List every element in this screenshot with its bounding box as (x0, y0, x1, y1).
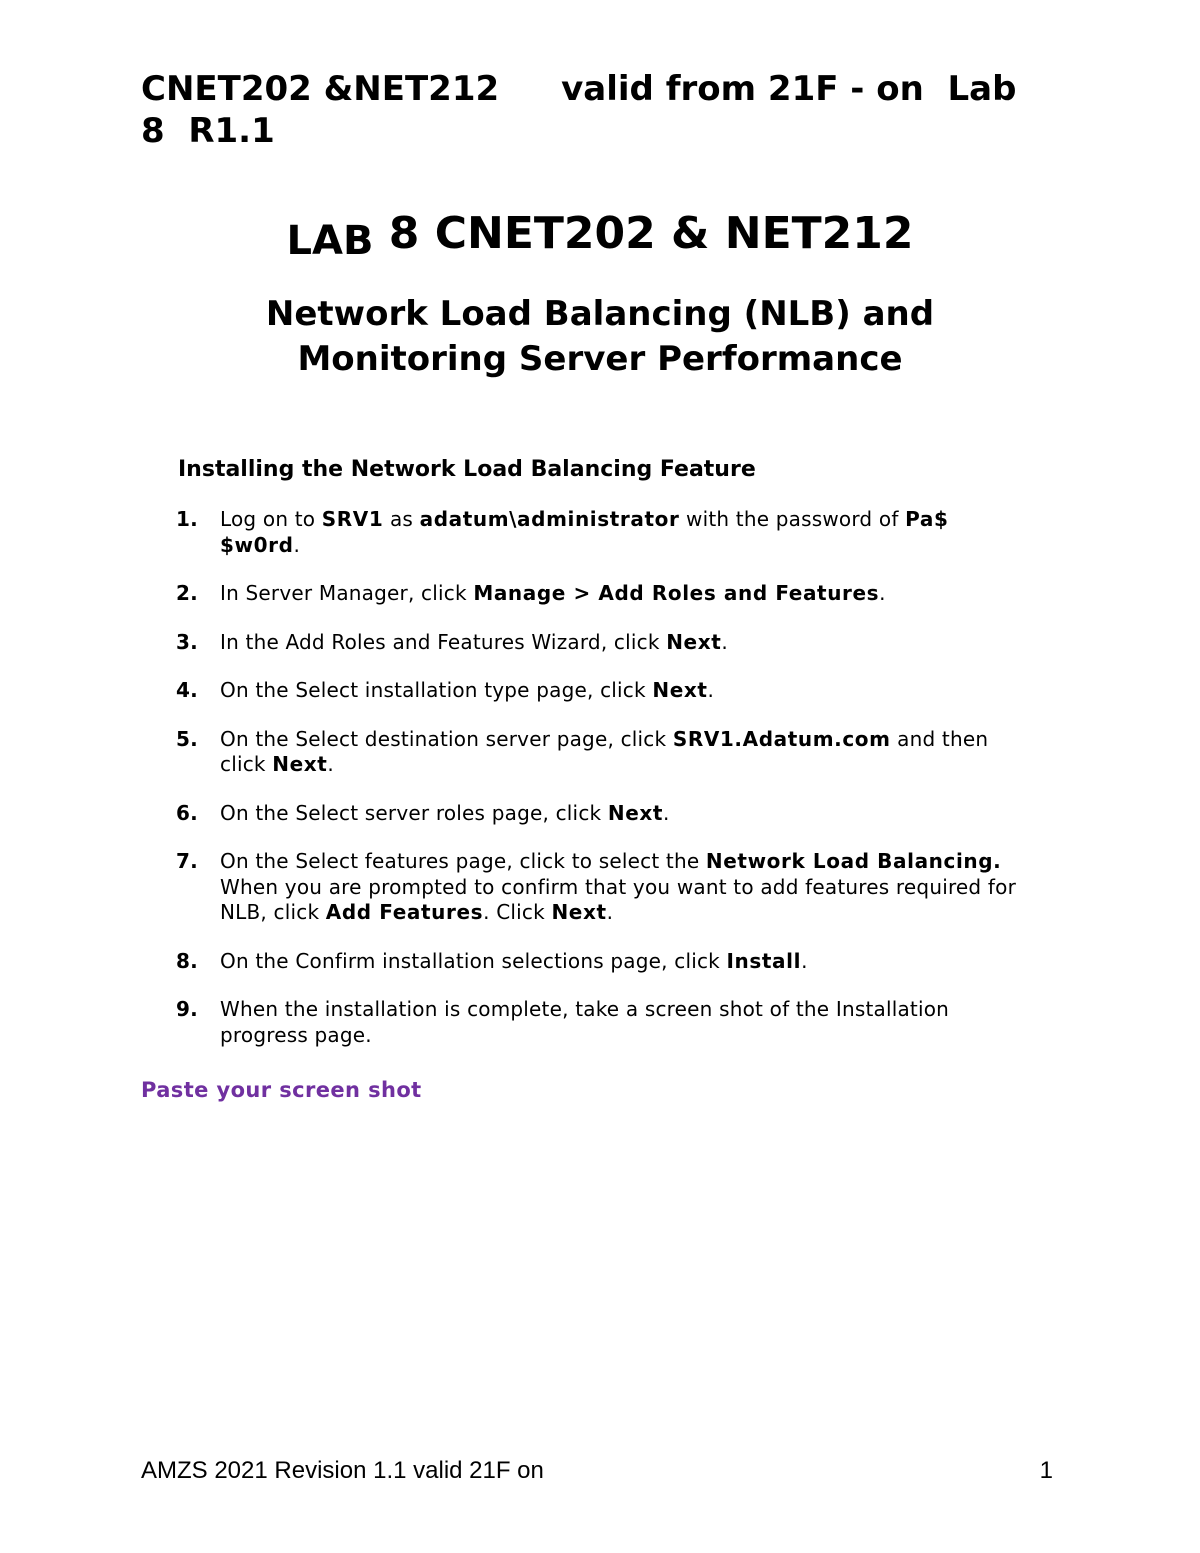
step-text: . (707, 678, 715, 702)
section-heading: Installing the Network Load Balancing Feature (178, 457, 756, 482)
step-number: 8. (176, 948, 198, 973)
step-text: . (663, 800, 670, 825)
subtitle-line-2: Monitoring Server Performance (297, 339, 903, 379)
step-number: 3. (176, 629, 198, 654)
step-text: When you are prompted to confirm that you want to add features required for NLB, click (220, 874, 1016, 924)
lab-title (0, 206, 1200, 263)
step-text: On the Select destination server page, click (220, 726, 673, 751)
step-text: . (801, 948, 808, 973)
step-bold: Next (652, 678, 708, 702)
step-bold: Next (666, 629, 722, 654)
step-item (176, 801, 1016, 827)
step-number: 2. (176, 581, 198, 605)
step-text: In Server Manager, click (220, 581, 474, 605)
step-text: Log on to (220, 507, 322, 531)
header-course: CNET202 &NET212 (141, 69, 500, 109)
step-number: 6. (176, 800, 198, 825)
step-bold: Pa$ $w0rd (220, 507, 949, 557)
step-bold: Next (607, 800, 664, 825)
step-bold: SRV1 (321, 507, 384, 531)
paste-screenshot-prompt: Paste your screen shot (141, 1078, 422, 1102)
step-number: 5. (176, 726, 198, 751)
page-footer (141, 1456, 1053, 1486)
step-text: On the Confirm installation selections page, click (220, 948, 727, 973)
step-bold: Next (272, 752, 328, 776)
step-text: . (606, 900, 614, 924)
step-item (176, 678, 1016, 704)
step-item (176, 727, 1016, 778)
page-number: 1 (1039, 1457, 1053, 1484)
step-text: . (879, 581, 886, 605)
step-text: On the Select server roles page, click (220, 800, 608, 825)
step-text: . (721, 629, 728, 654)
step-item (176, 507, 1016, 558)
step-number: 9. (176, 997, 198, 1021)
page-header (141, 68, 1061, 152)
step-number: 4. (176, 678, 198, 702)
lab-title-word: LAB (286, 218, 374, 264)
step-number: 1. (176, 507, 198, 531)
step-text: with the password of (679, 507, 906, 531)
step-text: When the installation is complete, take a screen shot of the Installation progress page. (220, 997, 950, 1047)
step-text: and then click (220, 726, 989, 776)
step-item (176, 949, 1016, 975)
step-bold: Network Load Balancing. (705, 849, 1002, 873)
step-bold: SRV1.Adatum.com (672, 726, 891, 751)
step-item (176, 997, 1016, 1048)
step-text: . (293, 532, 301, 557)
footer-text: AMZS 2021 Revision 1.1 valid 21F on (141, 1457, 544, 1484)
subtitle-line-1: Network Load Balancing (NLB) and (265, 294, 935, 334)
step-bold: Install (726, 948, 802, 973)
step-text: On the Select features page, click to select the (220, 849, 706, 873)
header-lab-revision: 8 R1.1 (141, 111, 275, 151)
header-validity: valid from 21F - on Lab (561, 69, 1017, 109)
step-text: In the Add Roles and Features Wizard, click (220, 629, 667, 654)
step-bold: adatum\administrator (419, 507, 680, 531)
step-text: . Click (483, 900, 552, 924)
step-item (176, 581, 1016, 607)
step-number: 7. (176, 849, 198, 873)
step-bold: Next (551, 900, 607, 924)
step-text: On the Select installation type page, click (220, 678, 653, 702)
steps-list (176, 507, 1016, 1071)
step-text: as (383, 507, 420, 531)
step-item (176, 849, 1016, 926)
lab-title-rest: 8 CNET202 & NET212 (373, 208, 914, 259)
step-item (176, 630, 1016, 656)
step-bold: Manage > Add Roles and Features (473, 581, 880, 605)
step-bold: Add Features (325, 900, 484, 924)
step-text: . (327, 752, 334, 776)
lab-subtitle (0, 292, 1200, 382)
